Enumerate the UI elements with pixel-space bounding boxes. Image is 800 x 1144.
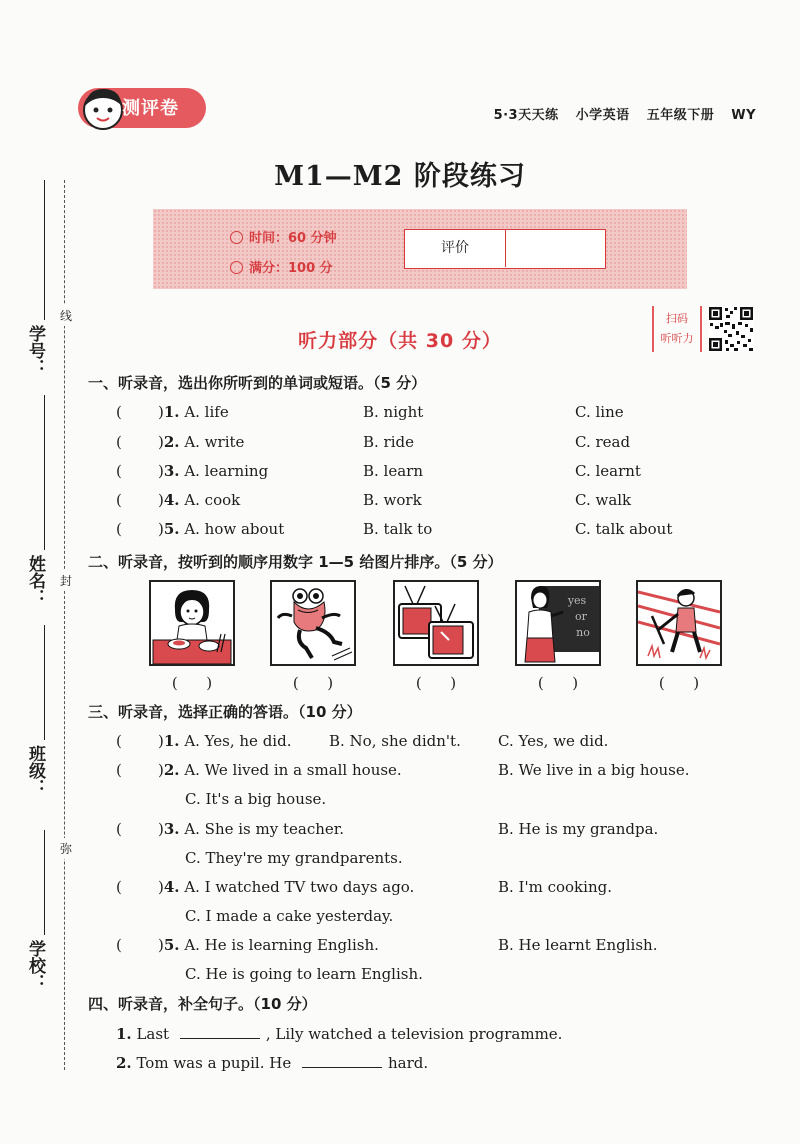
- q1-4-row: )4. A. cook: [158, 491, 241, 509]
- pic4-answer-blank[interactable]: ( ): [537, 674, 579, 692]
- q3-1-option-c: C. Yes, we did.: [498, 732, 609, 750]
- q3-3-option-a: A. She is my teacher.: [184, 820, 345, 838]
- q3-2-row: )2. A. We lived in a small house.: [158, 761, 402, 779]
- pic2-answer-blank[interactable]: ( ): [292, 674, 334, 692]
- q1-1-option-a: A. life: [184, 403, 229, 421]
- q2-heading: 二、听录音，按听到的顺序用数字 1—5 给图片排序。（5 分）: [88, 553, 503, 571]
- q3-2-option-b: B. We live in a big house.: [498, 761, 690, 779]
- listening-section-title: 听力部分（共 30 分）: [298, 330, 502, 352]
- clock-icon: [230, 231, 243, 244]
- q3-4-row: )4. A. I watched TV two days ago.: [158, 878, 415, 896]
- blackboard-word-yes: yes: [567, 594, 587, 607]
- seal-char-line: 线: [60, 305, 72, 326]
- q3-4-number: 4.: [163, 878, 180, 896]
- series-name: 5·3天天练: [493, 108, 559, 123]
- q1-5-option-c: C. talk about: [575, 520, 673, 538]
- q4-2-sentence: [116, 1053, 428, 1072]
- q3-4-answer-blank[interactable]: (: [116, 878, 122, 896]
- grade-name: 五年级下册: [646, 108, 715, 123]
- q3-3-row: )3. A. She is my teacher.: [158, 820, 345, 838]
- q3-5-option-a: A. He is learning English.: [184, 936, 379, 954]
- score-info: [230, 257, 333, 276]
- q1-3-option-c: C. learnt: [575, 462, 641, 480]
- farmer-illustration: [638, 582, 720, 664]
- q3-5-number: 5.: [163, 936, 180, 954]
- q1-1-answer-blank[interactable]: (: [116, 403, 122, 421]
- q4-2-text-after: hard.: [388, 1054, 429, 1072]
- q1-4-option-c: C. walk: [575, 491, 632, 509]
- q1-1-row: )1. A. life: [158, 403, 229, 421]
- q1-5-answer-blank[interactable]: (: [116, 520, 122, 538]
- q3-5-row: )5. A. He is learning English.: [158, 936, 379, 954]
- q1-5-option-b: B. talk to: [363, 520, 433, 538]
- q1-3-option-b: B. learn: [363, 462, 424, 480]
- q1-2-option-c: C. read: [575, 433, 631, 451]
- subject-name: 小学英语: [575, 108, 630, 123]
- q1-2-row: )2. A. write: [158, 433, 245, 451]
- picture-man-working: [636, 580, 722, 666]
- q1-3-answer-blank[interactable]: (: [116, 462, 122, 480]
- q1-5-number: 5.: [163, 520, 180, 538]
- page-title: M1—M2 阶段练习: [274, 161, 526, 192]
- picture-televisions: [393, 580, 479, 666]
- time-info: [230, 227, 337, 246]
- q1-1-number: 1.: [163, 403, 180, 421]
- student-id-field[interactable]: [44, 180, 45, 320]
- q3-2-option-a: A. We lived in a small house.: [184, 761, 402, 779]
- q4-2-number: 2.: [116, 1054, 132, 1072]
- q1-5-row: )5. A. how about: [158, 520, 285, 538]
- q3-2-answer-blank[interactable]: (: [116, 761, 122, 779]
- pic5-answer-blank[interactable]: ( ): [658, 674, 700, 692]
- q4-1-blank[interactable]: [180, 1024, 260, 1039]
- q3-3-option-c: C. They're my grandparents.: [185, 849, 403, 867]
- seal-char-seal: 封: [60, 570, 72, 591]
- qr-code-icon[interactable]: [708, 306, 754, 352]
- mascot-icon: [80, 84, 126, 132]
- q1-4-answer-blank[interactable]: (: [116, 491, 122, 509]
- girl-eating-illustration: [151, 582, 233, 664]
- q1-heading: 一、听录音，选出你所听到的单词或短语。（5 分）: [88, 374, 427, 392]
- seal-char-mi: 弥: [60, 838, 72, 859]
- q3-1-number: 1.: [163, 732, 180, 750]
- q3-4-option-c: C. I made a cake yesterday.: [185, 907, 394, 925]
- television-illustration: [395, 582, 477, 664]
- badge-label: 测评卷: [122, 98, 179, 119]
- q4-2-blank[interactable]: [302, 1053, 382, 1068]
- check-icon: [230, 261, 243, 274]
- frog-illustration: [272, 582, 354, 664]
- q4-1-number: 1.: [116, 1025, 132, 1043]
- name-label: 姓名：: [25, 555, 45, 606]
- pic3-answer-blank[interactable]: ( ): [415, 674, 457, 692]
- q3-5-option-b: B. He learnt English.: [498, 936, 658, 954]
- q3-1-option-a: A. Yes, he did.: [184, 732, 292, 750]
- q1-5-option-a: A. how about: [184, 520, 285, 538]
- q1-2-number: 2.: [163, 433, 180, 451]
- edition-name: WY: [731, 108, 756, 123]
- q3-3-option-b: B. He is my grandpa.: [498, 820, 659, 838]
- q1-1-option-b: B. night: [363, 403, 424, 421]
- q1-4-option-a: A. cook: [184, 491, 241, 509]
- header-series: [482, 104, 756, 123]
- q1-2-option-b: B. ride: [363, 433, 415, 451]
- q3-3-number: 3.: [163, 820, 180, 838]
- q3-1-row: )1. A. Yes, he did.: [158, 732, 292, 750]
- q3-2-number: 2.: [163, 761, 180, 779]
- school-label: 学校：: [25, 940, 45, 991]
- evaluation-label: 评价: [405, 230, 506, 267]
- q3-heading: 三、听录音，选择正确的答语。（10 分）: [88, 703, 362, 721]
- q1-2-option-a: A. write: [184, 433, 245, 451]
- q1-2-answer-blank[interactable]: (: [116, 433, 122, 451]
- q1-1-option-c: C. line: [575, 403, 624, 421]
- q3-2-option-c: C. It's a big house.: [185, 790, 327, 808]
- q4-1-text-after: , Lily watched a television programme.: [265, 1025, 563, 1043]
- q1-4-number: 4.: [163, 491, 180, 509]
- scan-hint: [652, 306, 702, 352]
- q3-5-option-c: C. He is going to learn English.: [185, 965, 423, 983]
- evaluation-box: [404, 229, 606, 269]
- blackboard-word-or: or: [575, 610, 587, 623]
- name-field[interactable]: [44, 395, 45, 550]
- teacher-illustration: [517, 582, 599, 664]
- q3-4-option-a: A. I watched TV two days ago.: [184, 878, 415, 896]
- q1-3-option-a: A. learning: [184, 462, 269, 480]
- score-text: 满分：100 分: [249, 261, 333, 276]
- q1-3-row: )3. A. learning: [158, 462, 269, 480]
- school-field[interactable]: [44, 830, 45, 935]
- q3-1-option-b: B. No, she didn't.: [329, 732, 461, 750]
- q4-1-sentence: [116, 1024, 562, 1043]
- class-label: 班级：: [25, 745, 45, 796]
- picture-frog-jumping: [270, 580, 356, 666]
- q4-2-text-before: Tom was a pupil. He: [136, 1054, 292, 1072]
- scan-line1: 扫码: [666, 312, 688, 325]
- q3-4-option-b: B. I'm cooking.: [498, 878, 612, 896]
- q3-5-answer-blank[interactable]: (: [116, 936, 122, 954]
- class-field[interactable]: [44, 625, 45, 740]
- blackboard-word-no: no: [576, 626, 590, 639]
- q1-4-option-b: B. work: [363, 491, 422, 509]
- picture-teacher-blackboard: [515, 580, 601, 666]
- picture-girl-eating: [149, 580, 235, 666]
- q4-heading: 四、听录音，补全句子。（10 分）: [88, 995, 317, 1013]
- q4-1-text-before: Last: [136, 1025, 170, 1043]
- pic1-answer-blank[interactable]: ( ): [171, 674, 213, 692]
- q1-3-number: 3.: [163, 462, 180, 480]
- q3-3-answer-blank[interactable]: (: [116, 820, 122, 838]
- time-text: 时间：60 分钟: [249, 231, 337, 246]
- student-id-label: 学号：: [25, 325, 45, 376]
- scan-line2: 听听力: [660, 332, 694, 345]
- q3-1-answer-blank[interactable]: (: [116, 732, 122, 750]
